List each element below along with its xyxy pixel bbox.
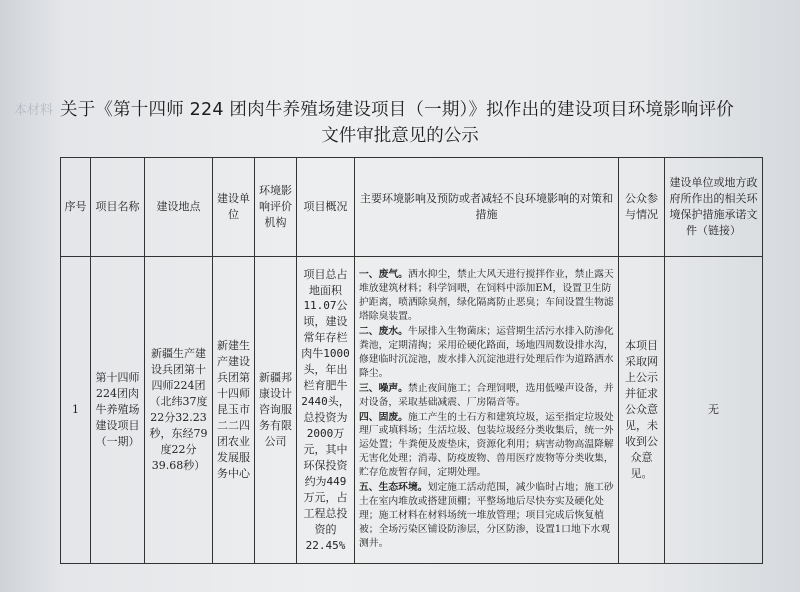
- header-commitment: 建设单位或地方政府所作出的相关环境保护措施承诺文件（链接）: [665, 158, 763, 257]
- cell-participation: 本项目采取网上公示并征求公众意见，未收到公众意见。: [619, 257, 665, 564]
- measure-water-label: 二、废水。: [359, 326, 408, 338]
- measure-ecology-label: 五、生态环境。: [359, 482, 428, 494]
- cell-commitment: 无: [665, 257, 763, 564]
- cell-unit: 新建生产建设兵团第十四师昆玉市二二四团农业发展服务中心: [213, 257, 255, 564]
- header-location: 建设地点: [145, 158, 213, 257]
- table-header-row: [61, 158, 763, 257]
- measure-air-label: 一、废气。: [359, 269, 408, 281]
- measure-water: [359, 325, 614, 381]
- header-unit: 建设单位: [213, 158, 255, 257]
- cell-project-name: 第十四师224团肉牛养殖场建设项目（一期）: [91, 257, 145, 564]
- measure-air-text: 洒水抑尘，禁止大风天进行搅拌作业，禁止露天堆放建筑材料；科学饲喂，在饲料中添加EM，设置卫生防护距离，喷洒除臭剂，绿化隔离防止恶臭；车间设置生物滤塔除臭装置。: [359, 269, 614, 323]
- header-measures: 主要环境影响及预防或者减轻不良环境影响的对策和措施: [355, 158, 619, 257]
- measure-noise: [359, 382, 614, 410]
- header-participation: 公众参与情况: [619, 158, 665, 257]
- measure-solid-waste-text: 施工产生的土石方和建筑垃圾，运至指定垃圾处理厂或填料场；生活垃圾、包装垃圾经分类收集后，统一外运处置；牛粪便及废垫床，资源化利用；病害动物高温降解无害化处理；消毒、防疫废物、兽用医疗废物等分类收集，贮存危废暂存间，定期处理。: [359, 411, 614, 479]
- measure-air: [359, 268, 614, 324]
- measure-solid-waste-label: 四、固废。: [359, 411, 408, 423]
- measure-solid-waste: [359, 411, 614, 481]
- approval-table: [60, 157, 763, 564]
- measure-ecology-text: 划定施工活动范围，减少临时占地；施工砂土在室内堆放或搭建顶棚；平整场地后尽快夯实及硬化处理；施工材料在材料场统一堆放管理；项目完成后恢复植被；全场污染区铺设防渗层，分区防渗，设置1口地下水观测井。: [359, 482, 614, 549]
- cell-measures: [355, 257, 619, 564]
- cell-location: 新疆生产建设兵团第十四师224团（北纬37度22分32.23秒，东经79度22分39.68秒）: [145, 257, 213, 564]
- document-subtitle: 文件审批意见的公示: [321, 126, 479, 146]
- measure-noise-text: 禁止夜间施工；合理饲喂，选用低噪声设备，并对设备，采取基础减震、厂房隔音等。: [359, 382, 614, 408]
- document-title: 关于《第十四师 224 团肉牛养殖场建设项目（一期）》拟作出的建设项目环境影响评价: [60, 100, 734, 120]
- header-overview: 项目概况: [297, 158, 355, 257]
- cell-serial: 1: [61, 257, 91, 564]
- header-project-name: 项目名称: [91, 158, 145, 257]
- table-row: [61, 257, 763, 564]
- measure-noise-label: 三、噪声。: [359, 382, 408, 394]
- faded-background-text: 本材料: [14, 103, 54, 118]
- cell-overview: 项目总占地面积11.07公顷，建设常年存栏肉牛1000头，年出栏育肥牛2440头，总投资为2000万元，其中环保投资约为449万元，占工程总投资的22.45%: [297, 257, 355, 564]
- cell-eia-org: 新疆邦康设计咨询服务有限公司: [255, 257, 297, 564]
- header-eia-org: 环境影响评价机构: [255, 158, 297, 257]
- measure-water-text: 牛尿排入生物菌床；运营期生活污水排入防渗化粪池，定期清掏；采用砼硬化路面，场地四周数设排水沟，修建临时沉淀池，废水排入沉淀池进行处理后作为道路洒水降尘。: [359, 326, 614, 379]
- header-serial: 序号: [61, 158, 91, 257]
- measure-ecology: [359, 481, 614, 551]
